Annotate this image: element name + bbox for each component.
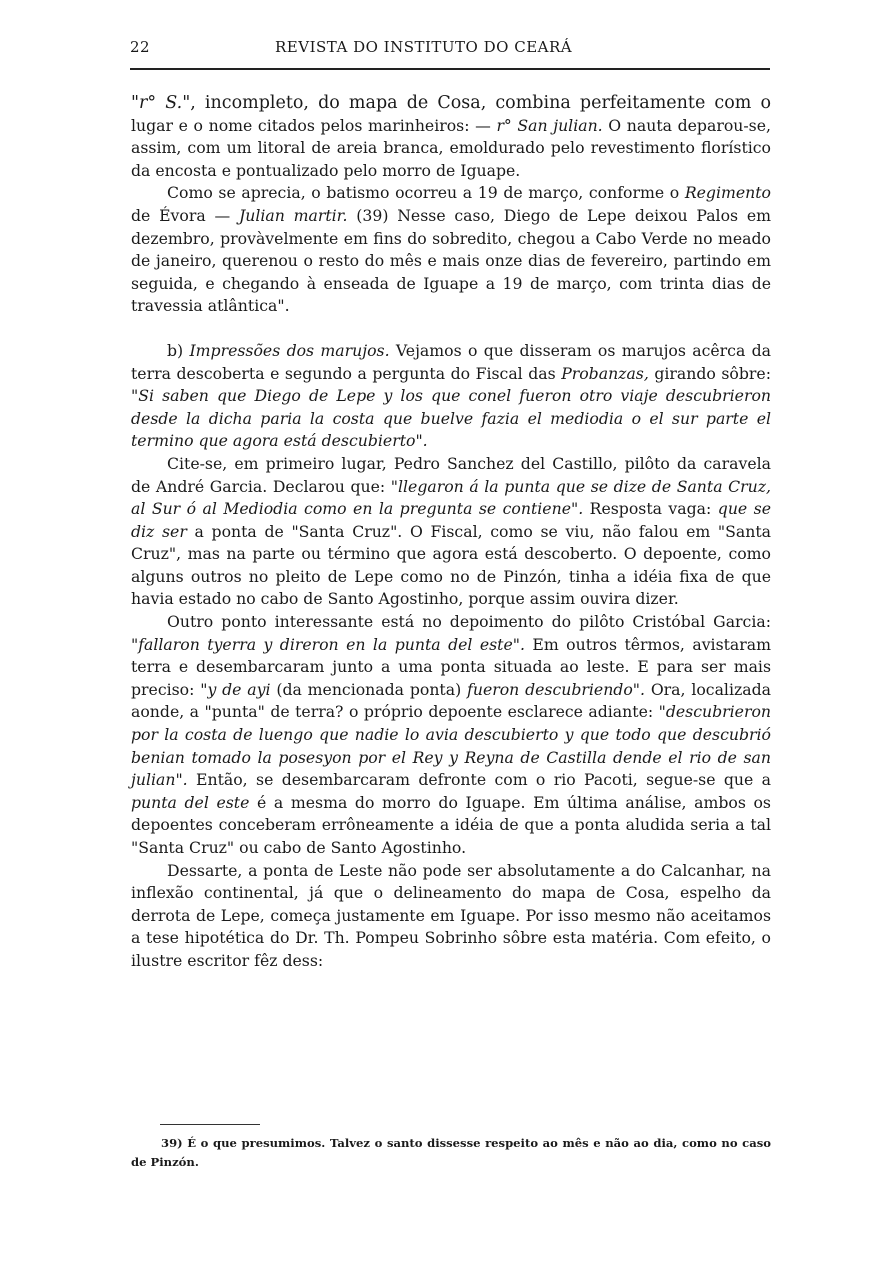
text-segment: "y de ayi: [200, 679, 271, 699]
text-segment: "Si saben que Diego de Lepe y los que conel fueron otro viaje descubrieron desde la dicha paria la costa que buelve fazia el mediodia o el sur parte el termino que agora está descubierto".: [131, 386, 771, 451]
text-segment: de Évora —: [131, 205, 239, 225]
paragraph-6: [131, 860, 771, 973]
footnote-39: 39) É o que presumimos. Talvez o santo dissesse respeito ao mês e não ao dia, como no caso de Pinzón.: [131, 1136, 771, 1169]
text-segment: Em outros têrmos, avistaram terra e desembarcaram junto a uma ponta situada ao leste. E para ser mais preciso:: [131, 634, 772, 699]
text-segment: Então, se desembarcaram defronte com o rio Pacoti, segue-se que a: [187, 770, 771, 790]
text-segment: "descubrieron por la costa de luengo que nadie lo avia descubierto y que todo que descubrió benian tomado la posesyon por el Rey y Reyna de Castilla dende el rio de san julian".: [131, 702, 771, 790]
text-segment: Ora, localizada aonde, a "punta" de terra? o próprio depoente esclarece adiante:: [131, 679, 771, 722]
paragraph-4: [131, 453, 771, 611]
text-segment: "r° S.": [131, 93, 191, 113]
footnote-rule: [160, 1124, 260, 1125]
text-segment: lugar e o nome citados pelos marinheiros: —: [131, 115, 497, 135]
paragraph-5: [131, 611, 771, 860]
text-segment: Impressões dos marujos.: [189, 340, 390, 360]
text-segment: Outro ponto interessante está no depoimento do pilôto Cristóbal Garcia:: [167, 612, 771, 632]
header-rule: [130, 68, 770, 70]
paragraph-1: [131, 92, 771, 182]
journal-title: REVISTA DO INSTITUTO DO CEARÁ: [275, 38, 573, 56]
text-segment: , incompleto, do mapa de Cosa, combina perfeitamente com o: [190, 93, 771, 113]
text-segment: fueron descubriendo".: [467, 679, 645, 699]
text-segment: r° San julian.: [496, 115, 603, 135]
text-segment: Cite-se, em primeiro lugar, Pedro Sanchez del Castillo, pilôto da caravela de André Garcia. Declarou que:: [131, 453, 771, 496]
text-segment: que se diz ser: [131, 499, 771, 541]
text-segment: é a mesma do morro do Iguape. Em última análise, ambos os depoentes conceberam errôneamente a idéia de que a ponta aludida seria a tal "Santa Cruz" ou cabo de Santo Agostinho.: [131, 792, 771, 857]
paragraph-3: [131, 340, 771, 453]
text-segment: Resposta vaga:: [583, 499, 718, 519]
text-segment: Probanzas,: [561, 363, 649, 383]
text-segment: a ponta de "Santa Cruz". O Fiscal, como se viu, não falou em "Santa Cruz", mas na parte ou término que agora está descoberto. O depoente, como alguns outros no pleito de Lepe como no de Pinzón, tinha a idéia fixa de que havia estado no cabo de Santo Agostinho, porque assim ouvira dizer.: [131, 521, 771, 609]
text-segment: b): [167, 340, 190, 360]
text-segment: "fallaron tyerra y direron en la punta del este".: [131, 634, 525, 654]
paragraph-2: [131, 182, 771, 318]
text-segment: Vejamos o que disseram os marujos acêrca da terra descoberta e segundo a pergunta do Fiscal das: [131, 340, 772, 383]
text-segment: (da mencionada ponta): [270, 679, 468, 699]
text-segment: punta del este: [131, 792, 250, 812]
text-segment: Julian martir.: [238, 205, 348, 225]
text-segment: girando sôbre:: [648, 363, 771, 383]
body-text: [131, 92, 771, 973]
text-segment: "llegaron á la punta que se dize de Santa Cruz, al Sur ó al Mediodia como en la pregunta se contiene".: [131, 476, 771, 519]
text-segment: Dessarte, a ponta de Leste não pode ser absolutamente a do Calcanhar, na inflexão continental, já que o delineamento do mapa de Cosa, espelho da derrota de Lepe, começa justamente em Iguape. Por isso mesmo não aceitamos a tese hipotética do Dr. Th. Pompeu Sobrinho sôbre esta matéria. Com efeito, o ilustre escritor fêz dess:: [131, 860, 771, 970]
text-segment: Como se aprecia, o batismo ocorreu a 19 de março, conforme o: [167, 183, 685, 203]
running-header: [130, 38, 770, 58]
text-segment: O nauta deparou-se, assim, com um litoral de areia branca, emoldurado pelo revestimento florístico da encosta e pontualizado pelo morro de Iguape.: [131, 115, 771, 180]
text-segment: (39) Nesse caso, Diego de Lepe deixou Palos em dezembro, provàvelmente em fins do sobredito, chegou a Cabo Verde no meado de janeiro, querenou o resto do mês e mais onze dias de fevereiro, partindo em seguida, e chegando à enseada de Iguape a 19 de março, com trinta dias de travessia atlântica".: [131, 205, 772, 316]
page-number: 22: [130, 38, 151, 56]
text-segment: Regimento: [684, 183, 771, 203]
